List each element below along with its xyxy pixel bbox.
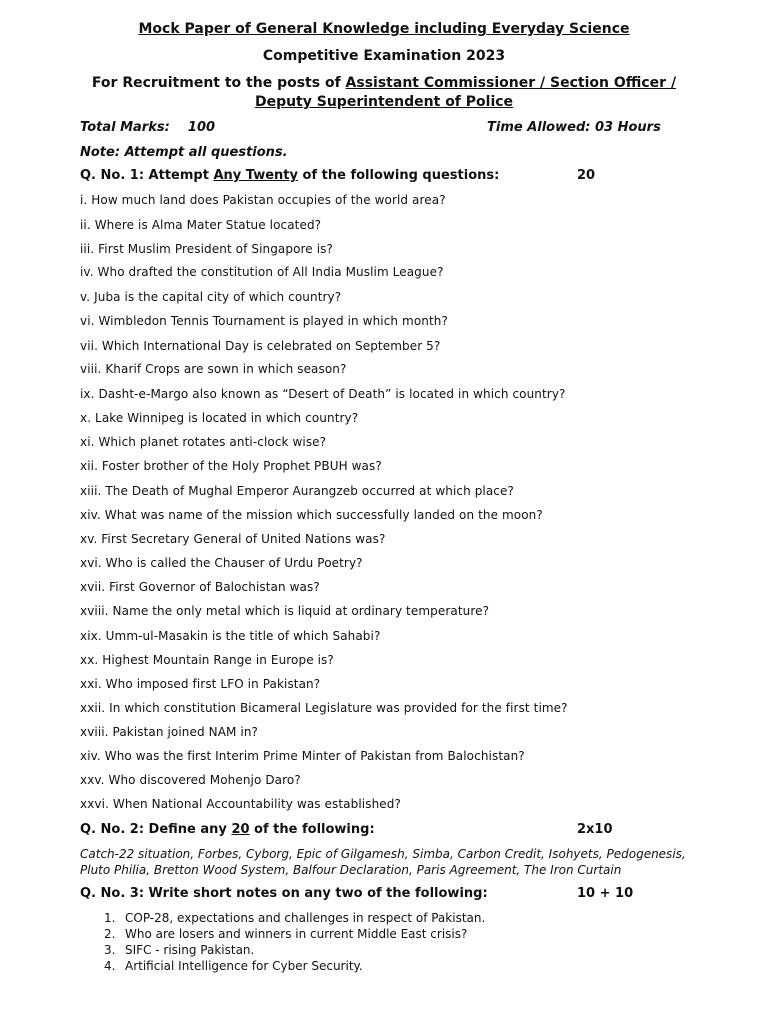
q1-item: xiv. Who was the first Interim Prime Minter of Pakistan from Balochistan? bbox=[80, 749, 525, 763]
q1-item: xx. Highest Mountain Range in Europe is? bbox=[80, 653, 334, 667]
paper-title-text: Mock Paper of General Knowledge including Everyday Science bbox=[138, 21, 630, 37]
list-item-text: Who are losers and winners in current Middle East crisis? bbox=[125, 927, 468, 941]
list-item bbox=[104, 926, 485, 942]
list-item-number: 3. bbox=[104, 943, 116, 957]
q2-prefix: Q. No. 2: Define any bbox=[80, 822, 232, 837]
q3-heading: Q. No. 3: Write short notes on any two of the following: bbox=[80, 886, 488, 901]
total-marks-label: Total Marks: bbox=[80, 120, 170, 135]
list-item bbox=[104, 910, 485, 926]
q1-item: xi. Which planet rotates anti-clock wise? bbox=[80, 435, 327, 449]
list-item-text: SIFC - rising Pakistan. bbox=[125, 943, 255, 957]
q1-prefix: Q. No. 1: Attempt bbox=[80, 168, 214, 183]
exam-name: Competitive Examination 2023 bbox=[262, 48, 506, 64]
q2-emph: 20 bbox=[231, 822, 250, 837]
q1-item: iv. Who drafted the constitution of All India Muslim League? bbox=[80, 265, 444, 279]
q1-emph: Any Twenty bbox=[213, 168, 298, 183]
q1-item: xii. Foster brother of the Holy Prophet PBUH was? bbox=[80, 459, 382, 473]
recruitment-line-2 bbox=[0, 94, 768, 110]
list-item-text: Artificial Intelligence for Cyber Security. bbox=[125, 959, 363, 973]
q1-item: v. Juba is the capital city of which country? bbox=[80, 290, 342, 304]
q1-item: xviii. Pakistan joined NAM in? bbox=[80, 725, 258, 739]
q1-item: vi. Wimbledon Tennis Tournament is played in which month? bbox=[80, 314, 448, 328]
q3-marks: 10 + 10 bbox=[577, 886, 634, 901]
list-item-text: COP-28, expectations and challenges in respect of Pakistan. bbox=[125, 911, 486, 925]
list-item-number: 1. bbox=[104, 911, 116, 925]
q1-item: xxv. Who discovered Mohenjo Daro? bbox=[80, 773, 301, 787]
q2-terms-line2: Pluto Philia, Bretton Wood System, Balfour Declaration, Paris Agreement, The Iron Curtain bbox=[80, 863, 622, 877]
q1-item: viii. Kharif Crops are sown in which season? bbox=[80, 362, 347, 376]
list-item-number: 4. bbox=[104, 959, 116, 973]
q1-heading bbox=[80, 168, 499, 183]
q2-terms-line1: Catch-22 situation, Forbes, Cyborg, Epic of Gilgamesh, Simba, Carbon Credit, Isohyets, Pedogenesis, bbox=[80, 847, 686, 861]
q1-item: ii. Where is Alma Mater Statue located? bbox=[80, 218, 322, 232]
q1-item: xiii. The Death of Mughal Emperor Aurangzeb occurred at which place? bbox=[80, 484, 514, 498]
total-marks bbox=[80, 120, 215, 135]
note: Note: Attempt all questions. bbox=[80, 145, 288, 160]
q1-item: xvii. First Governor of Balochistan was? bbox=[80, 580, 320, 594]
q1-item: xv. First Secretary General of United Nations was? bbox=[80, 532, 386, 546]
recruitment-prefix: For Recruitment to the posts of bbox=[91, 75, 346, 91]
q1-item: xiv. What was name of the mission which successfully landed on the moon? bbox=[80, 508, 543, 522]
paper-title bbox=[0, 21, 768, 37]
q1-item: vii. Which International Day is celebrated on September 5? bbox=[80, 339, 441, 353]
q1-item: ix. Dasht-e-Margo also known as “Desert of Death” is located in which country? bbox=[80, 387, 566, 401]
q1-suffix: of the following questions: bbox=[298, 168, 500, 183]
q1-marks: 20 bbox=[577, 168, 596, 183]
list-item bbox=[104, 942, 485, 958]
recruitment-line bbox=[0, 75, 768, 91]
q2-terms bbox=[80, 846, 690, 878]
recruitment-posts-line2: Deputy Superintendent of Police bbox=[254, 94, 514, 110]
time-allowed: Time Allowed: 03 Hours bbox=[487, 120, 661, 135]
q1-item: iii. First Muslim President of Singapore is? bbox=[80, 242, 333, 256]
q1-item: xvi. Who is called the Chauser of Urdu Poetry? bbox=[80, 556, 363, 570]
total-marks-value: 100 bbox=[187, 120, 216, 135]
q1-item: xxi. Who imposed first LFO in Pakistan? bbox=[80, 677, 321, 691]
q1-item: xviii. Name the only metal which is liquid at ordinary temperature? bbox=[80, 604, 490, 618]
q1-item: xxvi. When National Accountability was established? bbox=[80, 797, 401, 811]
q2-heading bbox=[80, 822, 375, 837]
q2-suffix: of the following: bbox=[249, 822, 375, 837]
list-item bbox=[104, 958, 485, 974]
list-item-number: 2. bbox=[104, 927, 116, 941]
recruitment-posts-line1: Assistant Commissioner / Section Officer / bbox=[345, 75, 677, 91]
q1-item: xix. Umm-ul-Masakin is the title of which Sahabi? bbox=[80, 629, 381, 643]
q1-item: xxii. In which constitution Bicameral Legislature was provided for the first time? bbox=[80, 701, 568, 715]
q1-item: x. Lake Winnipeg is located in which country? bbox=[80, 411, 359, 425]
q1-item: i. How much land does Pakistan occupies of the world area? bbox=[80, 193, 446, 207]
q3-list bbox=[104, 910, 485, 974]
q2-marks: 2x10 bbox=[577, 822, 613, 837]
